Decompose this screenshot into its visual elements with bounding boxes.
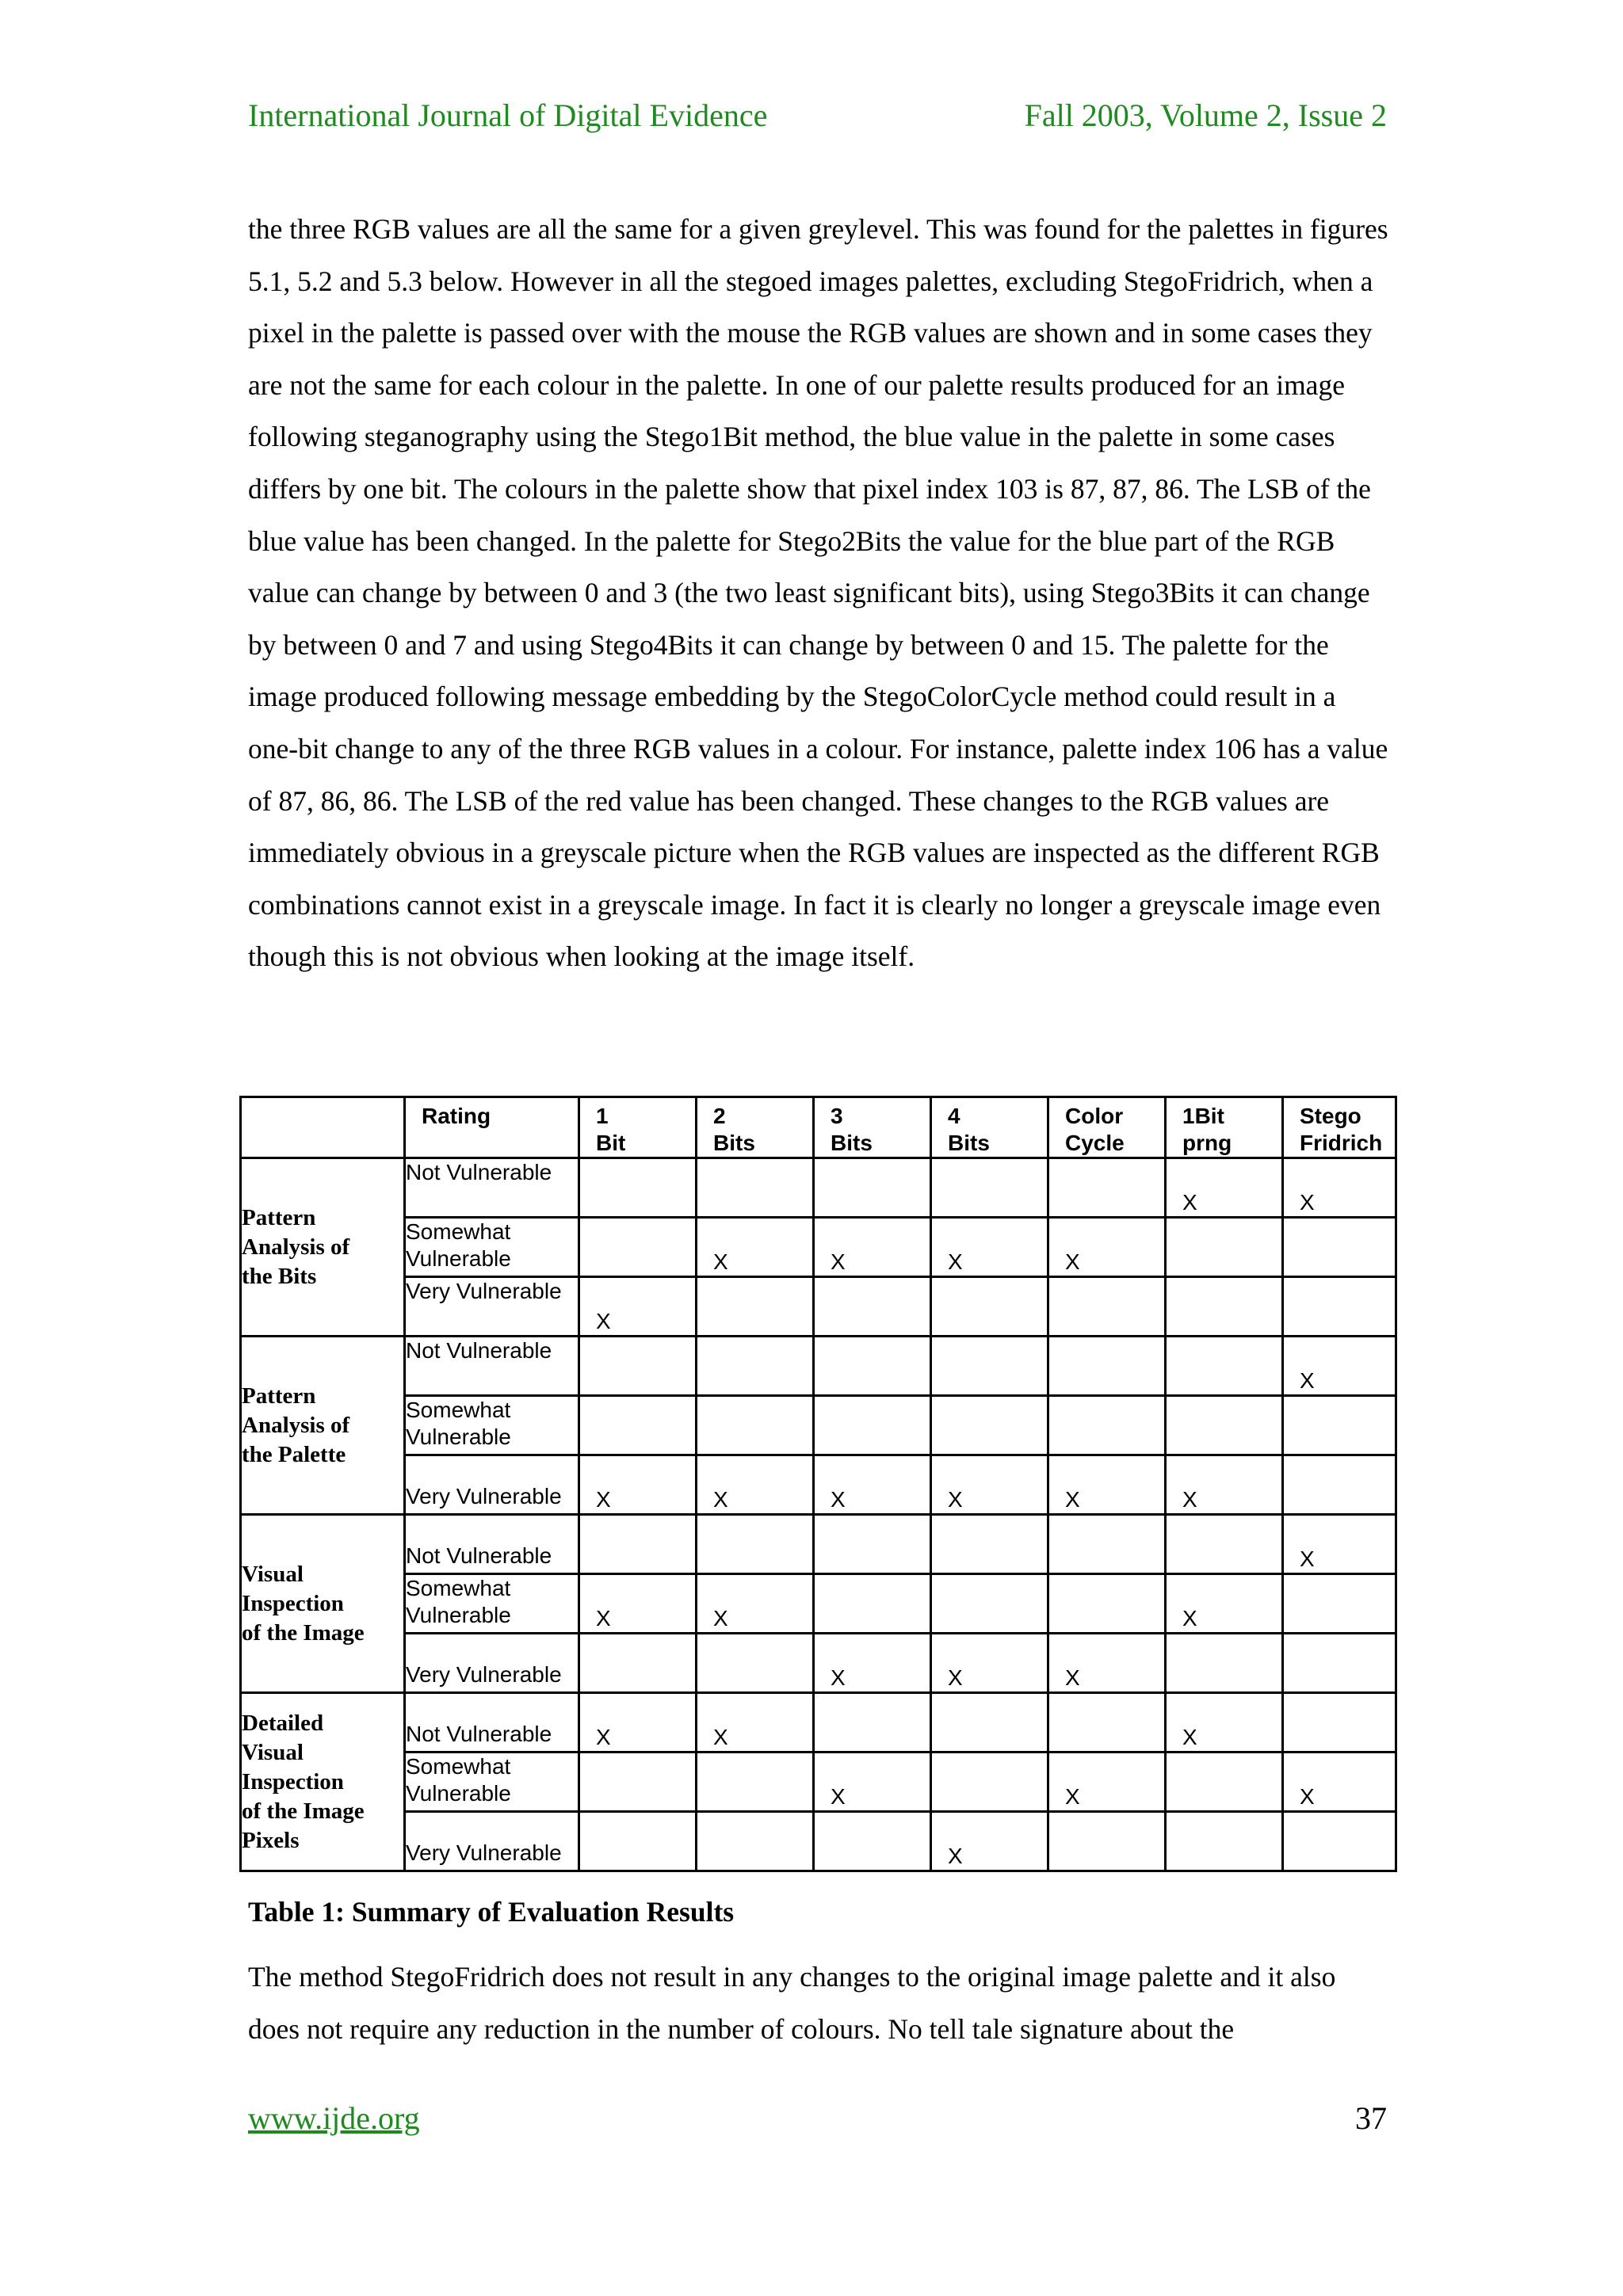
- column-header-line: 4: [948, 1104, 960, 1128]
- result-mark: X: [713, 1725, 728, 1749]
- result-mark: X: [1182, 1606, 1197, 1630]
- column-header-line: Bits: [713, 1131, 755, 1155]
- result-cell: [579, 1634, 697, 1693]
- issue-info: Fall 2003, Volume 2, Issue 2: [1024, 97, 1387, 133]
- body-paragraph-2: The method StegoFridrich does not result in any changes to the original image palette and it also does not require any reduction in the number of colours. No tell tale signature about the: [248, 1961, 1336, 2045]
- website-link[interactable]: www.ijde.org: [248, 2100, 420, 2136]
- result-mark: X: [1300, 1190, 1315, 1215]
- result-cell: [814, 1753, 931, 1812]
- result-mark: X: [713, 1487, 728, 1512]
- rating-cell: [405, 1515, 579, 1574]
- rating-cell: [405, 1574, 579, 1634]
- result-cell: [1283, 1337, 1396, 1396]
- result-cell: [579, 1812, 697, 1871]
- criterion-label-line: of the Image: [242, 1619, 365, 1646]
- result-cell: [579, 1277, 697, 1337]
- result-cell: [1166, 1337, 1283, 1396]
- result-cell: [1283, 1158, 1396, 1218]
- table-row: [241, 1158, 1396, 1218]
- result-cell: [1166, 1277, 1283, 1337]
- result-mark: X: [713, 1606, 728, 1630]
- criterion-label-line: Pattern: [242, 1204, 316, 1230]
- result-cell: [579, 1455, 697, 1515]
- rating-cell: [405, 1218, 579, 1277]
- column-header: [579, 1097, 697, 1158]
- result-mark: X: [1065, 1249, 1080, 1274]
- column-header-line: [422, 1130, 578, 1157]
- result-cell: [579, 1753, 697, 1812]
- criterion-label-line: the Palette: [242, 1441, 346, 1467]
- result-cell: [1048, 1574, 1166, 1634]
- result-cell: [1166, 1515, 1283, 1574]
- result-cell: [1048, 1277, 1166, 1337]
- criterion-label-line: Visual: [242, 1561, 304, 1587]
- result-mark: X: [596, 1606, 611, 1630]
- column-header-line: [258, 1130, 403, 1157]
- result-cell: [931, 1812, 1048, 1871]
- result-mark: X: [1300, 1784, 1315, 1809]
- result-cell: [931, 1515, 1048, 1574]
- column-header-line: 1: [596, 1104, 609, 1128]
- result-cell: [697, 1158, 814, 1218]
- result-mark: X: [948, 1844, 963, 1868]
- result-cell: [697, 1455, 814, 1515]
- column-header-line: 3: [831, 1104, 843, 1128]
- result-cell: [814, 1693, 931, 1753]
- table-row: [241, 1515, 1396, 1574]
- page-number: 37: [1355, 2100, 1387, 2136]
- rating-label-line: [406, 1516, 578, 1543]
- result-cell: [697, 1634, 814, 1693]
- result-cell: [1048, 1515, 1166, 1574]
- result-mark: X: [1300, 1547, 1315, 1571]
- result-cell: [931, 1218, 1048, 1277]
- column-header-line: 1Bit: [1182, 1104, 1224, 1128]
- rating-label-line: Vulnerable: [406, 1246, 511, 1271]
- column-header-line: Bits: [831, 1131, 873, 1155]
- result-mark: X: [596, 1309, 611, 1333]
- rating-label-line: Vulnerable: [406, 1425, 511, 1449]
- result-cell: [931, 1753, 1048, 1812]
- result-mark: X: [1182, 1190, 1197, 1215]
- result-cell: [579, 1693, 697, 1753]
- result-cell: [697, 1218, 814, 1277]
- result-mark: X: [831, 1665, 846, 1690]
- column-header-line: prng: [1182, 1131, 1232, 1155]
- evaluation-results-table: [239, 1096, 1397, 1872]
- column-header: [405, 1097, 579, 1158]
- table-row: [241, 1337, 1396, 1396]
- result-cell: [579, 1158, 697, 1218]
- rating-cell: [405, 1158, 579, 1218]
- rating-label-line: Very Vulnerable: [406, 1840, 562, 1865]
- column-header-line: Bit: [596, 1131, 626, 1155]
- result-cell: [1166, 1158, 1283, 1218]
- result-cell: [814, 1515, 931, 1574]
- rating-label-line: [406, 1813, 578, 1840]
- result-cell: [814, 1455, 931, 1515]
- result-cell: [814, 1218, 931, 1277]
- result-mark: X: [1182, 1487, 1197, 1512]
- rating-label-line: Not Vulnerable: [406, 1160, 552, 1184]
- column-header: [1283, 1097, 1396, 1158]
- table-row: [241, 1634, 1396, 1693]
- result-cell: [579, 1574, 697, 1634]
- result-cell: [1283, 1574, 1396, 1634]
- result-mark: X: [596, 1725, 611, 1749]
- rating-label-line: [406, 1694, 578, 1721]
- table-row: [241, 1455, 1396, 1515]
- criterion-label: [241, 1693, 405, 1871]
- result-cell: [931, 1455, 1048, 1515]
- column-header-line: Fridrich: [1300, 1131, 1383, 1155]
- result-mark: X: [1182, 1725, 1197, 1749]
- result-cell: [1048, 1455, 1166, 1515]
- result-cell: [579, 1396, 697, 1455]
- column-header: [814, 1097, 931, 1158]
- table-row: [241, 1396, 1396, 1455]
- column-header: [1048, 1097, 1166, 1158]
- result-cell: [814, 1158, 931, 1218]
- result-mark: X: [948, 1249, 963, 1274]
- result-cell: [697, 1693, 814, 1753]
- criterion-label: [241, 1158, 405, 1337]
- result-cell: [814, 1396, 931, 1455]
- criterion-label-line: of the Image: [242, 1798, 365, 1824]
- rating-label-line: Very Vulnerable: [406, 1279, 562, 1303]
- result-cell: [1048, 1337, 1166, 1396]
- rating-cell: [405, 1693, 579, 1753]
- result-cell: [1166, 1693, 1283, 1753]
- table-row: [241, 1693, 1396, 1753]
- table-row: [241, 1218, 1396, 1277]
- result-cell: [697, 1574, 814, 1634]
- result-cell: [697, 1753, 814, 1812]
- rating-label-line: Not Vulnerable: [406, 1543, 552, 1568]
- criterion-label-line: Visual: [242, 1739, 304, 1765]
- rating-label-line: Very Vulnerable: [406, 1662, 562, 1687]
- result-cell: [931, 1158, 1048, 1218]
- rating-label-line: Very Vulnerable: [406, 1484, 562, 1508]
- result-cell: [1048, 1158, 1166, 1218]
- result-mark: X: [948, 1665, 963, 1690]
- rating-cell: [405, 1812, 579, 1871]
- column-header: [1166, 1097, 1283, 1158]
- rating-label-line: Not Vulnerable: [406, 1338, 552, 1363]
- result-cell: [1283, 1455, 1396, 1515]
- result-cell: [697, 1812, 814, 1871]
- result-mark: X: [1065, 1665, 1080, 1690]
- result-mark: X: [713, 1249, 728, 1274]
- column-header-line: [258, 1103, 403, 1130]
- rating-label-line: Vulnerable: [406, 1603, 511, 1627]
- result-cell: [697, 1337, 814, 1396]
- criterion-label-line: Inspection: [242, 1768, 344, 1794]
- table-caption: Table 1: Summary of Evaluation Results: [248, 1896, 735, 1928]
- column-header: [931, 1097, 1048, 1158]
- column-header-line: Cycle: [1065, 1131, 1125, 1155]
- table-row: [241, 1812, 1396, 1871]
- result-cell: [579, 1337, 697, 1396]
- column-header-line: Rating: [422, 1104, 491, 1128]
- result-mark: X: [831, 1487, 846, 1512]
- rating-cell: [405, 1455, 579, 1515]
- result-cell: [931, 1634, 1048, 1693]
- result-cell: [1166, 1455, 1283, 1515]
- result-mark: X: [1065, 1784, 1080, 1809]
- column-header-line: Color: [1065, 1104, 1124, 1128]
- rating-cell: [405, 1277, 579, 1337]
- result-cell: [1283, 1634, 1396, 1693]
- rating-cell: [405, 1337, 579, 1396]
- page-header: [248, 97, 1387, 144]
- column-header-line: Bits: [948, 1131, 990, 1155]
- column-header: [241, 1097, 405, 1158]
- result-cell: [1283, 1693, 1396, 1753]
- rating-cell: [405, 1396, 579, 1455]
- column-header-line: 2: [713, 1104, 726, 1128]
- result-cell: [814, 1812, 931, 1871]
- rating-label-line: Not Vulnerable: [406, 1722, 552, 1746]
- result-mark: X: [596, 1487, 611, 1512]
- result-cell: [814, 1634, 931, 1693]
- result-cell: [1166, 1634, 1283, 1693]
- result-cell: [579, 1218, 697, 1277]
- result-cell: [931, 1693, 1048, 1753]
- result-mark: X: [948, 1487, 963, 1512]
- rating-label-line: Vulnerable: [406, 1781, 511, 1806]
- criterion-label: [241, 1337, 405, 1515]
- table-row: [241, 1753, 1396, 1812]
- table-row: [241, 1277, 1396, 1337]
- column-header: [697, 1097, 814, 1158]
- result-cell: [1283, 1218, 1396, 1277]
- rating-label-line: Somewhat: [406, 1754, 511, 1779]
- table-header-row: [241, 1097, 1396, 1158]
- result-cell: [579, 1515, 697, 1574]
- result-cell: [1283, 1515, 1396, 1574]
- rating-label-line: Somewhat: [406, 1576, 511, 1600]
- rating-label-line: [406, 1456, 578, 1483]
- criterion-label: [241, 1515, 405, 1693]
- result-mark: X: [831, 1784, 846, 1809]
- result-cell: [1166, 1574, 1283, 1634]
- criterion-label-line: Detailed: [242, 1710, 324, 1736]
- criterion-label-line: Inspection: [242, 1590, 344, 1616]
- table-row: [241, 1574, 1396, 1634]
- criterion-label-line: Pattern: [242, 1383, 316, 1409]
- journal-title: International Journal of Digital Evidence: [248, 97, 768, 133]
- result-cell: [1048, 1634, 1166, 1693]
- criterion-label-line: Analysis of: [242, 1412, 350, 1438]
- result-cell: [1166, 1218, 1283, 1277]
- result-cell: [1283, 1812, 1396, 1871]
- result-cell: [1166, 1753, 1283, 1812]
- rating-cell: [405, 1753, 579, 1812]
- rating-label-line: Somewhat: [406, 1219, 511, 1244]
- result-cell: [814, 1337, 931, 1396]
- result-cell: [931, 1277, 1048, 1337]
- result-cell: [931, 1574, 1048, 1634]
- criterion-label-line: the Bits: [242, 1263, 317, 1289]
- rating-label-line: Somewhat: [406, 1398, 511, 1422]
- result-mark: X: [1300, 1368, 1315, 1393]
- rating-label-line: [406, 1634, 578, 1661]
- result-mark: X: [1065, 1487, 1080, 1512]
- result-cell: [1048, 1693, 1166, 1753]
- result-cell: [1048, 1218, 1166, 1277]
- criterion-label-line: Pixels: [242, 1827, 300, 1853]
- result-cell: [931, 1396, 1048, 1455]
- result-cell: [1166, 1812, 1283, 1871]
- result-cell: [1283, 1277, 1396, 1337]
- result-mark: X: [831, 1249, 846, 1274]
- result-cell: [697, 1515, 814, 1574]
- result-cell: [697, 1396, 814, 1455]
- rating-cell: [405, 1634, 579, 1693]
- result-cell: [1166, 1396, 1283, 1455]
- result-cell: [814, 1574, 931, 1634]
- result-cell: [1048, 1753, 1166, 1812]
- result-cell: [1283, 1753, 1396, 1812]
- result-cell: [931, 1337, 1048, 1396]
- page-footer: [248, 2100, 1387, 2139]
- result-cell: [814, 1277, 931, 1337]
- criterion-label-line: Analysis of: [242, 1234, 350, 1260]
- result-cell: [697, 1277, 814, 1337]
- result-cell: [1048, 1812, 1166, 1871]
- result-cell: [1048, 1396, 1166, 1455]
- column-header-line: Stego: [1300, 1104, 1361, 1128]
- result-cell: [1283, 1396, 1396, 1455]
- body-paragraph-1: the three RGB values are all the same for a given greylevel. This was found for the palettes in figures 5.1, 5.2 and 5.3 below. However in all the stegoed images palettes, excluding StegoFridrich, when a pixel in the palette is passed over with the mouse the RGB values are shown and in some cases they are not the same for each colour in the palette. In one of our palette results produced for an image following steganography using the Stego1Bit method, the blue value in the palette in some cases differs by one bit. The colours in the palette show that pixel index 103 is 87, 87, 86. The LSB of the blue value has been changed. In the palette for Stego2Bits the value for the blue part of the RGB value can change by between 0 and 3 (the two least significant bits), using Stego3Bits it can change by between 0 and 7 and using Stego4Bits it can change by between 0 and 15. The palette for the image produced following message embedding by the StegoColorCycle method could result in a one-bit change to any of the three RGB values in a colour. For instance, palette index 106 has a value of 87, 86, 86. The LSB of the red value has been changed. These changes to the RGB values are immediately obvious in a greyscale picture when the RGB values are inspected as the different RGB combinations cannot exist in a greyscale image. In fact it is clearly no longer a greyscale image even though this is not obvious when looking at the image itself.: [248, 213, 1388, 973]
